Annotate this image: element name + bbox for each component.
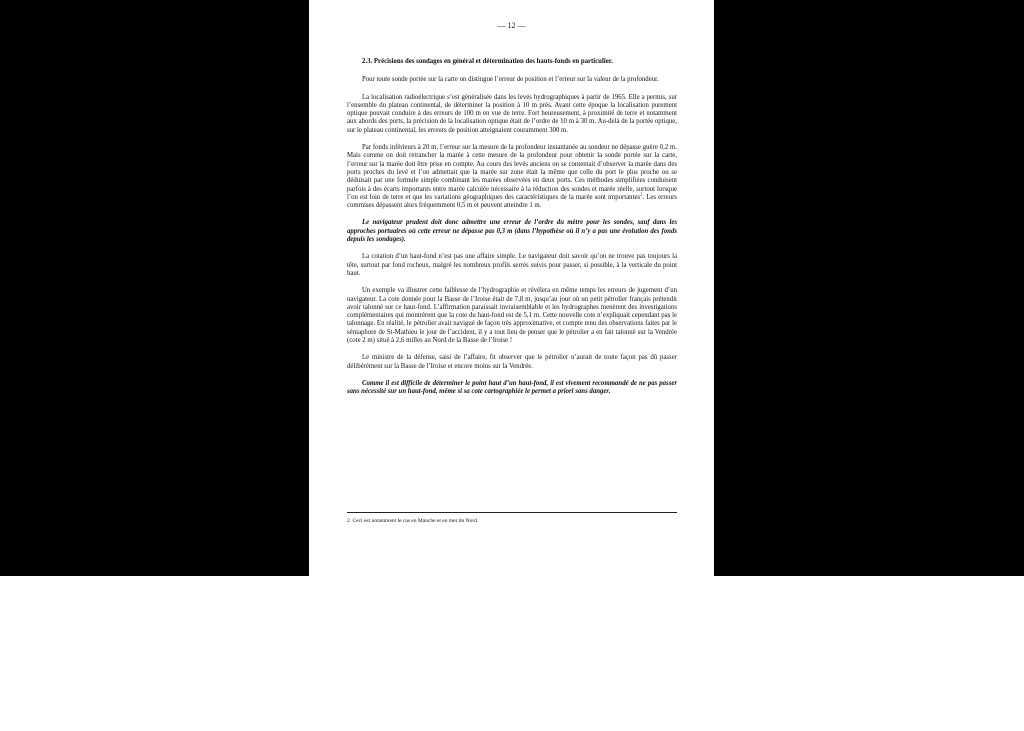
page-content: [347, 58, 677, 406]
paragraph-7: Le ministre de la défense, saisi de l’affaire, fit observer que le pétrolier n’aurait de toute façon pas dû passer délibérément sur la Basse de l’Iroise et encore moins sur la Vendrée.: [347, 354, 677, 370]
emphasis-paragraph-2: Comme il est difficile de déterminer le point haut d’un haut-fond, il est vivement recommandé de ne pas passer sans nécessité sur un haut-fond, même si sa cote cartographiée le permet a priori sans danger.: [347, 379, 677, 396]
paragraph-2: La localisation radioélectrique s’est généralisée dans les levés hydrographiques à partir de 1965. Elle a permis, sur l’ensemble du plateau continental, de déterminer la position à 10 m près. Avant cette époque la localisation purement optique pouvait conduire à des erreurs de 100 m en vue de terre. Fort heureusement, à proximité de terre et notamment aux abords des ports, la précision de la localisation optique était de l’ordre de 10 m à 30 m. Au-delà de la portée optique, sur le plateau continental, les erreurs de position atteignaient couramment 300 m.: [347, 93, 677, 134]
document-page: [309, 0, 714, 576]
page-number: — 12 —: [497, 21, 526, 30]
section-title: 2.3. Précisions des sondages en général et détermination des hauts-fonds en particulier.: [362, 58, 613, 65]
footnote-marker[interactable]: 2: [640, 191, 643, 197]
emphasis-paragraph-1: Le navigateur prudent doit donc admettre une erreur de l’ordre du mètre pour les sondes, sauf dans les approches portuaires où cette erreur ne dépasse pas 0,3 m (dans l’hypothèse où il n’y a pas une évolution des fonds depuis les sondages).: [347, 219, 677, 244]
paragraph-3-text: Par fonds inférieurs à 20 m, l’erreur sur la mesure de la profondeur instantanée au sondeur ne dépasse guère 0,2 m. Mais comme on doit retrancher la marée à cette mesure de la profondeur pour obtenir la sonde portée sur la carte, l’erreur sur la marée doit être prise en compte. Au cours des levés anciens on se contentait d’observer la marée dans des ports proches du levé et l’on admettait que la marée sur zone était la même que celle du port le plus proche ou se déduisait par une formule simple combinant les marées observées en deux ports. Ces méthodes simplifiées conduisent parfois à des écarts importants entre marée calculée nécessaire à la réduction des sondes et marée réelle, surtout lorsque l’on est loin de terre et que les variations géographiques des caractéristiques de la marée sont importantes: [347, 144, 677, 201]
footnote: 2. Ceci est notamment le cas en Manche et en mer du Nord.: [347, 518, 479, 524]
paragraph-1: Pour toute sonde portée sur la carte on distingue l’erreur de position et l’erreur sur la valeur de la profondeur.: [362, 76, 659, 84]
paragraph-3-end: . Les erreurs commises dépassent alors fréquemment 0,5 m et peuvent atteindre 1 m.: [347, 193, 677, 210]
paragraph-5: La cotation d’un haut-fond n’est pas une affaire simple. Le navigateur doit savoir qu’on ne trouve pas toujours la tête, surtout par fond rocheux, malgré les nombreux profils serrés suivis pour passer, si possible, à la verticale du point haut.: [347, 253, 677, 277]
paragraph-6: Un exemple va illustrer cette faiblesse de l’hydrographie et révèlera en même temps les erreurs de jugement d’un navigateur. La cote donnée pour la Basse de l’Iroise était de 7,8 m, jusqu’au jour où un petit pétrolier français prétendit avoir talonné sur ce haut-fond. L’affirmation paraissait invraisemblable et les hydrographes menèrent des investigations complémentaires qui montrèrent que la cote du haut-fond est de 5,1 m. Cette nouvelle cote n’expliquait cependant pas le talonnage. En réalité, le pétrolier avait navigué de façon très approximative, et compte tenu des observations faites par le sémaphore de St-Mathieu le jour de l’accident, il y a tout lieu de penser que le pétrolier a en fait talonné sur la Vendrée (cote 2 m) situé à 2,6 milles au Nord de la Basse de l’Iroise !: [347, 287, 677, 345]
footnote-divider: [347, 512, 677, 513]
paragraph-3: [347, 144, 677, 210]
